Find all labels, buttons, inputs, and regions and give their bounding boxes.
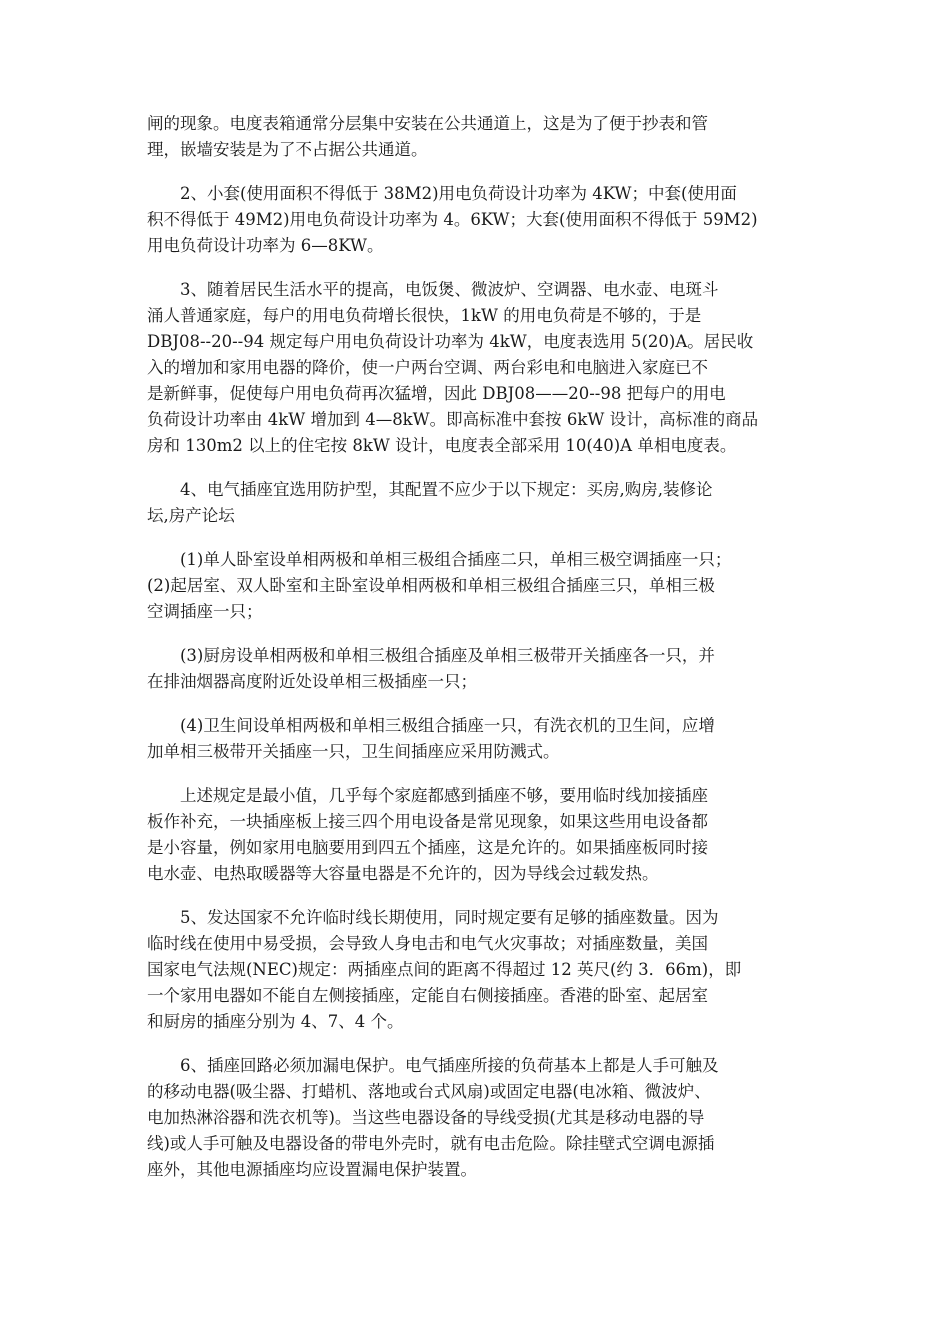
- paragraph-item-3: [147, 277, 807, 459]
- text-line: 一个家用电器如不能自左侧接插座，定能自右侧接插座。香港的卧室、起居室: [147, 986, 708, 1005]
- text-line: 电水壶、电热取暖器等大容量电器是不允许的，因为导线会过载发热。: [147, 864, 659, 883]
- text-line: 5、发达国家不允许临时线长期使用，同时规定要有足够的插座数量。因为: [180, 908, 719, 927]
- text-line: 6、插座回路必须加漏电保护。电气插座所接的负荷基本上都是人手可触及: [180, 1056, 719, 1075]
- paragraph-note: [147, 783, 807, 887]
- text-line: (3)厨房设单相两极和单相三极组合插座及单相三极带开关插座各一只，并: [180, 646, 715, 665]
- text-line: 2、小套(使用面积不得低于 38M2)用电负荷设计功率为 4KW；中套(使用面: [180, 184, 737, 203]
- text-line: 板作补充，一块插座板上接三四个用电设备是常见现象，如果这些用电设备都: [147, 812, 708, 831]
- paragraph-item-2: [147, 181, 807, 259]
- text-line: 理，嵌墙安装是为了不占据公共通道。: [147, 140, 428, 159]
- paragraph-subitem-1-2: [147, 547, 807, 625]
- text-line: 坛,房产论坛: [147, 506, 235, 525]
- text-line: 空调插座一只；: [147, 602, 263, 621]
- text-line: 入的增加和家用电器的降价，使一户两台空调、两台彩电和电脑进入家庭已不: [147, 358, 708, 377]
- text-line: (2)起居室、双人卧室和主卧室设单相两极和单相三极组合插座三只，单相三极: [147, 576, 715, 595]
- paragraph-item-4: [147, 477, 807, 529]
- text-line: 4、电气插座宜选用防护型，其配置不应少于以下规定：买房,购房,装修论: [180, 480, 713, 499]
- text-line: 3、随着居民生活水平的提高，电饭煲、微波炉、空调器、电水壶、电斑斗: [180, 280, 719, 299]
- text-line: 负荷设计功率由 4kW 增加到 4—8kW。即高标准中套按 6kW 设计，高标准的商品: [147, 410, 759, 429]
- text-line: 座外，其他电源插座均应设置漏电保护装置。: [147, 1160, 477, 1179]
- text-line: 上述规定是最小值，几乎每个家庭都感到插座不够，要用临时线加接插座: [180, 786, 708, 805]
- text-line: 房和 130m2 以上的住宅按 8kW 设计，电度表全部采用 10(40)A 单相电度表。: [147, 436, 737, 455]
- paragraph-continuation: [147, 111, 807, 163]
- text-line: 线)或人手可触及电器设备的带电外壳时，就有电击危险。除挂壁式空调电源插: [147, 1134, 715, 1153]
- text-line: DBJ08--20--94 规定每户用电负荷设计功率为 4kW，电度表选用 5(20)A。居民收: [147, 332, 754, 351]
- text-line: 用电负荷设计功率为 6—8KW。: [147, 236, 384, 255]
- paragraph-item-5: [147, 905, 807, 1035]
- paragraph-subitem-3: [147, 643, 807, 695]
- text-line: 闸的现象。电度表箱通常分层集中安装在公共通道上，这是为了便于抄表和管: [147, 114, 708, 133]
- document-page: [147, 111, 807, 1201]
- text-line: (4)卫生间设单相两极和单相三极组合插座一只，有洗衣机的卫生间，应增: [180, 716, 715, 735]
- text-line: 电加热淋浴器和洗衣机等)。当这些电器设备的导线受损(尤其是移动电器的导: [147, 1108, 705, 1127]
- paragraph-item-6: [147, 1053, 807, 1183]
- text-line: 是小容量，例如家用电脑要用到四五个插座，这是允许的。如果插座板同时接: [147, 838, 708, 857]
- text-line: 的移动电器(吸尘器、打蜡机、落地或台式风扇)或固定电器(电冰箱、微波炉、: [147, 1082, 711, 1101]
- text-line: 临时线在使用中易受损，会导致人身电击和电气火灾事故；对插座数量，美国: [147, 934, 708, 953]
- text-line: 积不得低于 49M2)用电负荷设计功率为 4。6KW；大套(使用面积不得低于 59M2): [147, 210, 758, 229]
- text-line: 和厨房的插座分别为 4、7、4 个。: [147, 1012, 404, 1031]
- paragraph-subitem-4: [147, 713, 807, 765]
- text-line: 在排油烟器高度附近处设单相三极插座一只；: [147, 672, 477, 691]
- text-line: (1)单人卧室设单相两极和单相三极组合插座二只，单相三极空调插座一只；: [180, 550, 732, 569]
- text-line: 国家电气法规(NEC)规定：两插座点间的距离不得超过 12 英尺(约 3．66m)，即: [147, 960, 742, 979]
- text-line: 加单相三极带开关插座一只，卫生间插座应采用防溅式。: [147, 742, 560, 761]
- text-line: 是新鲜事，促使每户用电负荷再次猛增，因此 DBJ08——20--98 把每户的用电: [147, 384, 726, 403]
- text-line: 涌人普通家庭，每户的用电负荷增长很快，1kW 的用电负荷是不够的，于是: [147, 306, 702, 325]
